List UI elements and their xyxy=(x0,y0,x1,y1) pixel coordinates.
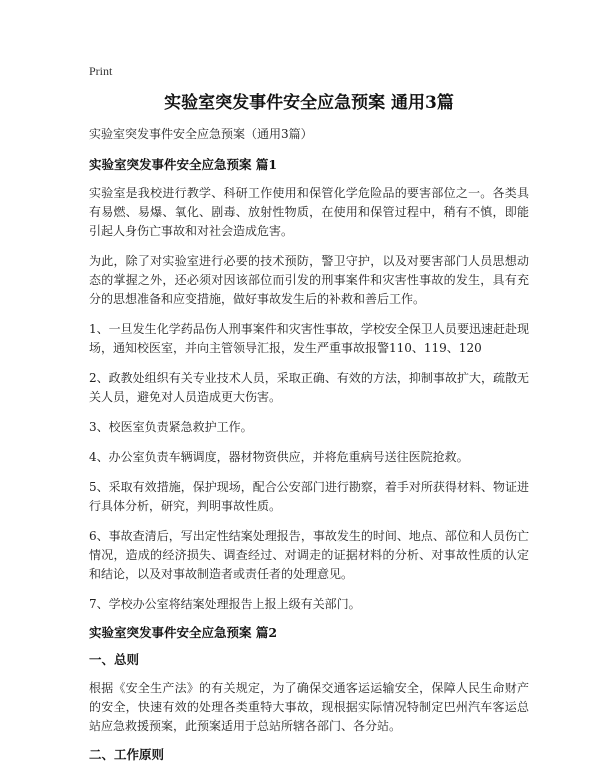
document-title: 实验室突发事件安全应急预案 通用3篇 xyxy=(164,93,454,113)
document-page xyxy=(89,64,529,774)
document-subtitle: 实验室突发事件安全应急预案（通用3篇） xyxy=(89,127,313,141)
section-1-paragraph-7: 5、采取有效措施，保护现场，配合公安部门进行勘察，着手对所获得材料、物证进行具体分析，研究，判明事故性质。 xyxy=(89,480,529,513)
section-2-subheading-1: 一、总则 xyxy=(89,652,140,667)
section-1-paragraph-5: 3、校医室负责紧急救护工作。 xyxy=(89,420,253,434)
section-1-heading: 实验室突发事件安全应急预案 篇1 xyxy=(89,157,278,172)
section-1-paragraph-3: 1、一旦发生化学药品伤人刑事案件和灾害性事故，学校安全保卫人员要迅速赶赴现场，通知校医室，并向主管领导汇报，发生严重事故报警110、119、120 xyxy=(89,322,529,355)
section-1-paragraph-2: 为此，除了对实验室进行必要的技术预防，警卫守护，以及对要害部门人员思想动态的掌握之外，还必须对因该部位而引发的刑事案件和灾害性事故的发生，具有充分的思想准备和应变措施，做好事故发生后的补救和善后工作。 xyxy=(89,254,529,306)
section-1-paragraph-6: 4、办公室负责车辆调度，器材物资供应，并将危重病号送往医院抢救。 xyxy=(89,450,469,464)
section-1-paragraph-8: 6、事故查清后，写出定性结案处理报告，事故发生的时间、地点、部位和人员伤亡情况，造成的经济损失、调查经过、对调走的证据材料的分析、对事故性质的认定和结论，以及对事故制造者或责任者的处理意见。 xyxy=(89,529,529,581)
section-1-paragraph-4: 2、政教处组织有关专业技术人员，采取正确、有效的方法，抑制事故扩大，疏散无关人员，避免对人员造成更大伤害。 xyxy=(89,371,529,404)
section-2-heading: 实验室突发事件安全应急预案 篇2 xyxy=(89,625,278,640)
section-2-subheading-2: 二、工作原则 xyxy=(89,747,165,762)
section-1-paragraph-1: 实验室是我校进行教学、科研工作使用和保管化学危险品的要害部位之一。各类具有易燃、易爆、氧化、剧毒、放射性物质，在使用和保管过程中，稍有不慎，即能引起人身伤亡事故和对社会造成危害。 xyxy=(89,186,529,238)
print-label: Print xyxy=(89,64,113,78)
section-1-paragraph-9: 7、学校办公室将结案处理报告上报上级有关部门。 xyxy=(89,597,361,611)
section-2-paragraph-1: 根据《安全生产法》的有关规定，为了确保交通客运运输安全，保障人民生命财产的安全，快速有效的处理各类重特大事故，现根据实际情况特制定巴州汽车客运总站应急救援预案，此预案适用于总站所辖各部门、各分站。 xyxy=(89,681,529,733)
